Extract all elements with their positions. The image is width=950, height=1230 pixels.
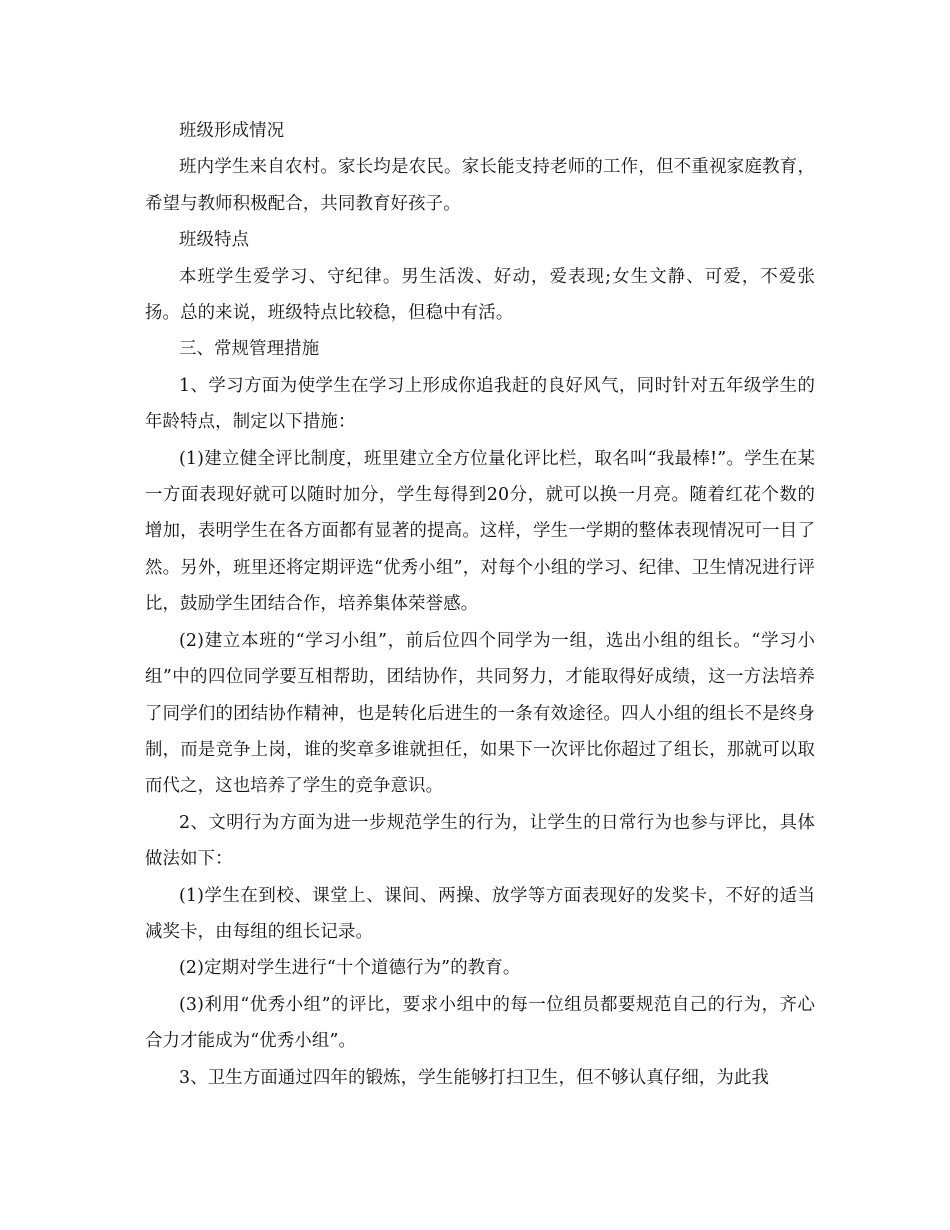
paragraph-study-item-2: (2)建立本班的“学习小组”，前后位四个同学为一组，选出小组的组长。“学习小组”中的四位同学要互相帮助，团结协作，共同努力，才能取得好成绩，这一方法培养了同学们的团结协作精神，也是转化后进生的一条有效途径。四人小组的组长不是终身制，而是竞争上岗，谁的奖章多谁就担任，如果下一次评比你超过了组长，那就可以取而代之，这也培养了学生的竞争意识。: [145, 630, 815, 797]
section-heading-class-features: 班级特点: [179, 230, 250, 251]
paragraph-class-formation: 班内学生来自农村。家长均是农民。家长能支持老师的工作，但不重视家庭教育，希望与教师积极配合，共同教育好孩子。: [145, 157, 815, 214]
paragraph-conduct-item-3: (3)利用“优秀小组”的评比，要求小组中的每一位组员都要规范自己的行为，齐心合力才能成为“优秀小组”。: [145, 994, 815, 1052]
document-body: [145, 113, 815, 1096]
section-heading-class-formation: 班级形成情况: [179, 121, 285, 141]
paragraph-hygiene-intro: 3、卫生方面通过四年的锻炼，学生能够打扫卫生，但不够认真仔细，为此我: [179, 1067, 770, 1088]
paragraph-class-features: 本班学生爱学习、守纪律。男生活泼、好动，爱表现;女生文静、可爱，不爱张扬。总的来说，班级特点比较稳，但稳中有活。: [145, 266, 815, 324]
paragraph-study-intro: 1、学习方面为使学生在学习上形成你追我赶的良好风气，同时针对五年级学生的年龄特点，制定以下措施：: [145, 375, 815, 433]
paragraph-conduct-item-2: (2)定期对学生进行“十个道德行为”的教育。: [179, 958, 521, 979]
section-heading-management: 三、常规管理措施: [179, 339, 320, 360]
paragraph-conduct-item-1: (1)学生在到校、课堂上、课间、两操、放学等方面表现好的发奖卡，不好的适当减奖卡，由每组的组长记录。: [145, 885, 815, 942]
paragraph-conduct-intro: 2、文明行为方面为进一步规范学生的行为，让学生的日常行为也参与评比，具体做法如下：: [145, 812, 815, 870]
paragraph-study-item-1: (1)建立健全评比制度，班里建立全方位量化评比栏，取名叫“我最棒!”。学生在某一方面表现好就可以随时加分，学生每得到20分，就可以换一月亮。随着红花个数的增加，表明学生在各方面都有显著的提高。这样，学生一学期的整体表现情况可一目了然。另外，班里还将定期评选“优秀小组”，对每个小组的学习、纪律、卫生情况进行评比，鼓励学生团结合作，培养集体荣誉感。: [145, 448, 815, 615]
